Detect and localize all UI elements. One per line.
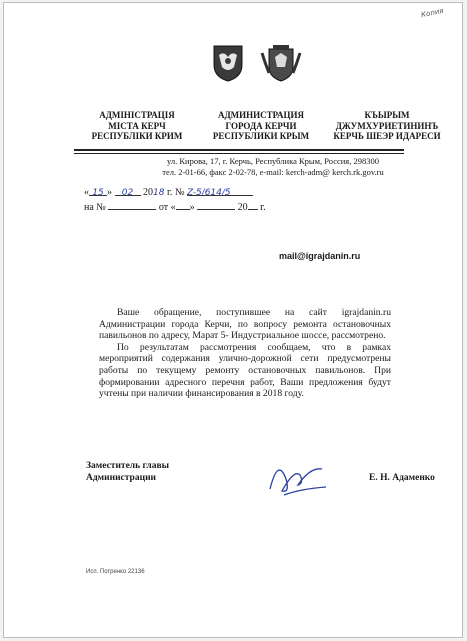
executor-note: Исп. Потренко 22136 [86,569,145,575]
signatory-title: Заместитель главы Администрации [86,461,169,483]
recipient-email: mail@igrajdanin.ru [279,251,361,261]
header-divider [74,149,404,151]
address-block [4,156,462,178]
signatory-name: Е. Н. Адаменко [369,473,435,483]
header-russian: АДМИНИСТРАЦИЯ ГОРОДА КЕРЧИ РЕСПУБЛИКИ КРЫМ [212,110,310,141]
copy-stamp: Копия [420,6,445,20]
letter-body [99,307,391,400]
header-divider-thin [74,153,404,154]
header-ukrainian: АДМІНІСТРАЦІЯ МІСТА КЕРЧ РЕСПУБЛІКИ КРИМ [91,110,183,141]
letter-page [3,2,463,638]
incoming-reference: на № от « » 20 г. [84,202,266,213]
contact-line: тел. 2-01-66, факс 2-02-78, e-mail: kerch-adm@ kerch.rk.gov.ru [162,167,384,177]
reg-day: 15 [89,186,107,196]
outgoing-registration: « 15 » 02 2018 г. № Z-5/614/5 [84,186,253,200]
coat-of-arms-emblem [210,43,246,83]
body-paragraph: Ваше обращение, поступившее на сайт igrajdanin.ru Администрации города Керчи, по вопросу ремонта остановочных павильонов по адресу, Марат 5- Индустриальное шоссе, рассмотрено. [99,307,391,342]
reg-year: 18 [153,188,165,198]
crimea-emblem [259,43,303,83]
address-line: ул. Кирова, 17, г. Керчь, Республика Крым, Россия, 298300 [167,156,379,166]
header-crimean-tatar: КЪЫРЫМ ДЖУМХУРИЕТИНИНЪ КЕРЧЬ ШЕЭР ИДАРЕСИ [333,110,441,141]
reg-month: 02 [115,186,141,196]
reg-number: Z-5/614/5 [187,186,253,196]
handwritten-signature [260,449,330,501]
body-paragraph: По результатам рассмотрения сообщаем, что в рамках мероприятий содержания улично-дорожной сети предусмотрены работы по текущему ремонту остановочных павильонов. При формировании адресного перечня работ, Ваши предложения будут учтены при наличии финансирования в 2018 году. [99,341,391,400]
